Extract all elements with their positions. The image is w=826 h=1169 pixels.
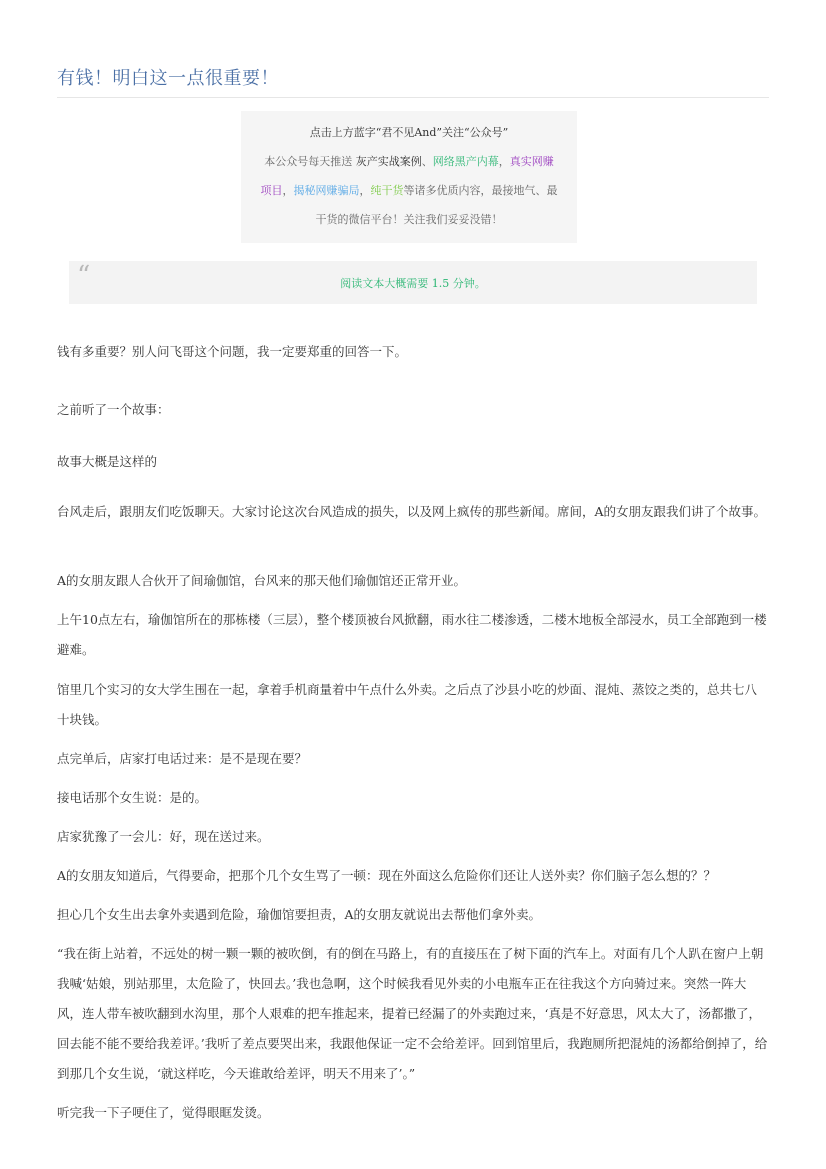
- intro-text: ，: [498, 155, 510, 168]
- paragraph: 故事大概是这样的: [57, 454, 158, 469]
- paragraph: 接电话那个女生说：是的。: [57, 790, 208, 805]
- intro-text: ，: [359, 184, 371, 197]
- paragraph: 之前听了一个故事：: [57, 402, 170, 417]
- intro-highlight-black-industry: 网络黑产内幕: [432, 155, 499, 168]
- intro-highlight-real-earning: 真实网赚: [509, 155, 554, 168]
- intro-highlight-pure-content: 纯干货: [370, 184, 404, 197]
- paragraph: 上午10点左右，瑜伽馆所在的那栋楼（三层），整个楼顶被台风掀翻，雨水往二楼渗透，二楼木地板全部浸水，员工全部跑到一楼避难。: [57, 612, 767, 657]
- intro-line-1: [241, 125, 577, 154]
- article-title: 有钱！明白这一点很重要！: [57, 68, 279, 89]
- reading-time-quote: [69, 261, 757, 304]
- intro-text: ，: [282, 184, 294, 197]
- intro-line-4: [241, 212, 577, 241]
- paragraph: A的女朋友跟人合伙开了间瑜伽馆，台风来的那天他们瑜伽馆还正常开业。: [57, 573, 467, 588]
- intro-text: 等诸多优质内容，最接地气、最: [403, 184, 558, 197]
- paragraph: A的女朋友知道后，气得要命，把那个几个女生骂了一顿：现在外面这么危险你们还让人送外卖？你们脑子怎么想的？？: [57, 868, 717, 883]
- intro-text: 干货的微信平台！关注我们妥妥没错！: [315, 213, 503, 226]
- paragraph: 馆里几个实习的女大学生围在一起，拿着手机商量着中午点什么外卖。之后点了沙县小吃的炒面、混炖、蒸饺之类的，总共七八十块钱。: [57, 682, 758, 727]
- paragraph: 听完我一下子哽住了，觉得眼眶发烫。: [57, 1105, 270, 1120]
- paragraph: 店家犹豫了一会儿：好，现在送过来。: [57, 829, 270, 844]
- intro-highlight-gray-industry: 灰产实战案例: [355, 155, 422, 168]
- intro-highlight-project: 项目: [260, 184, 283, 197]
- paragraph: 点完单后，店家打电话过来：是不是现在要？: [57, 751, 308, 766]
- intro-line-2: [241, 154, 577, 183]
- intro-follow-text: 点击上方蓝字“君不见And”关注“公众号”: [309, 126, 509, 139]
- intro-highlight-scam-reveal: 揭秘网赚骗局: [293, 184, 360, 197]
- paragraph: 钱有多重要？别人问飞哥这个问题，我一定要郑重的回答一下。: [57, 344, 408, 359]
- paragraph: “我在街上站着，不远处的树一颗一颗的被吹倒，有的倒在马路上，有的直接压在了树下面的汽车上。对面有几个人趴在窗户上朝我喊‘姑娘，别站那里，太危险了，快回去。’我也急啊，这个时候我看见外卖的小电瓶车正在往我这个方向骑过来。突然一阵大风，连人带车被吹翻到水沟里，那个人艰难的把车推起来，提着已经漏了的外卖跑过来，‘真是不好意思，风太大了，汤都撒了，回去能不能不要给我差评。’我听了差点要哭出来，我跟他保证一定不会给差评。回到馆里后，我跑厕所把混炖的汤都给倒掉了，给到那几个女生说，‘就这样吃，今天谁敢给差评，明天不用来了’。”: [57, 946, 768, 1081]
- paragraph: 台风走后，跟朋友们吃饭聊天。大家讨论这次台风造成的损失，以及网上疯传的那些新闻。席间，A的女朋友跟我们讲了个故事。: [57, 504, 767, 519]
- reading-time-text: 阅读文本大概需要 1.5 分钟。: [340, 277, 486, 290]
- intro-line-3: [241, 183, 577, 212]
- title-divider: [57, 97, 769, 98]
- intro-text: 、: [421, 155, 433, 168]
- quote-mark-icon: “: [77, 261, 91, 291]
- intro-text: 本公众号每天推送: [264, 155, 356, 168]
- intro-box: [241, 111, 577, 243]
- paragraph: 担心几个女生出去拿外卖遇到危险，瑜伽馆要担责，A的女朋友就说出去帮他们拿外卖。: [57, 907, 542, 922]
